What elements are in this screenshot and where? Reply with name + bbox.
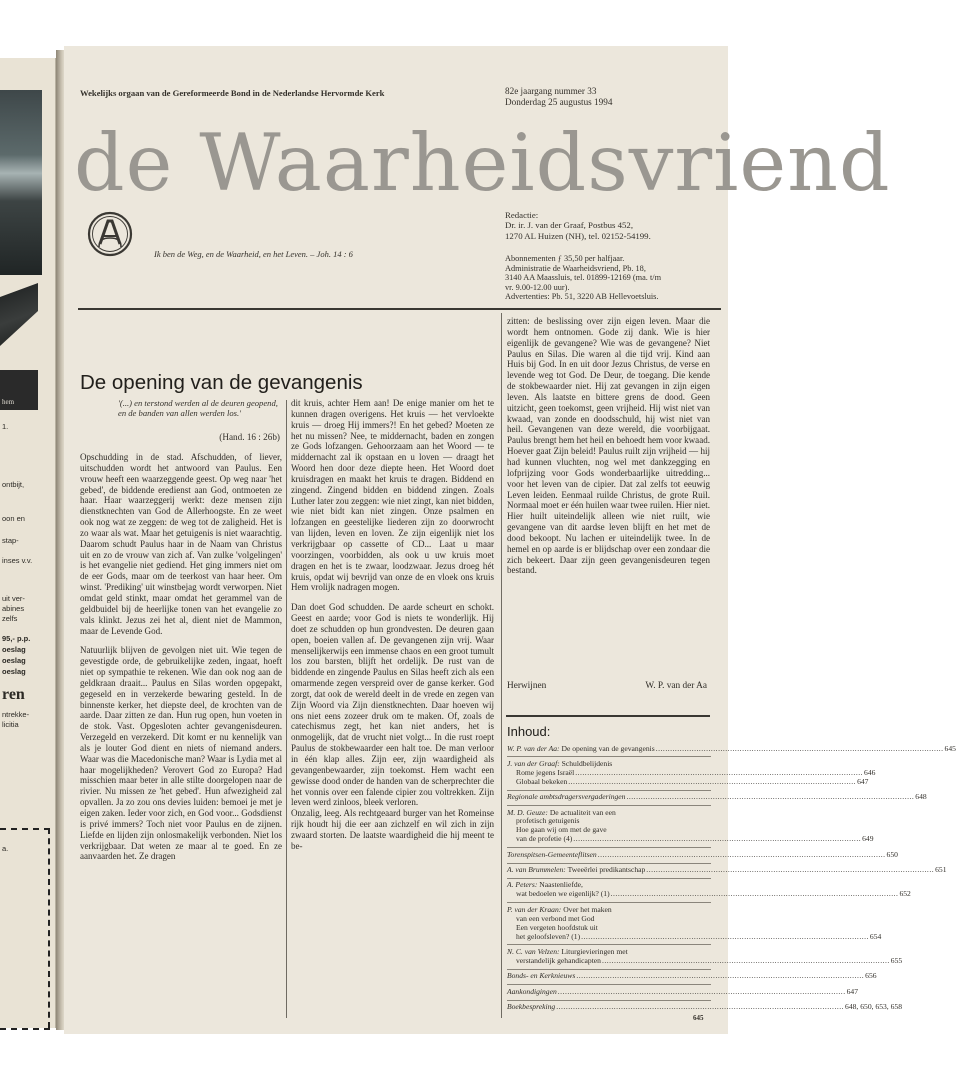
column-divider xyxy=(501,313,502,1018)
leader-dots xyxy=(573,835,861,844)
contents-item-title: Torenspitsen-Gemeenteflitsen xyxy=(507,849,597,859)
contents-entry xyxy=(507,864,947,879)
left-text-line: abines xyxy=(2,604,25,613)
leader-dots xyxy=(556,1003,844,1012)
contents-line xyxy=(507,986,858,997)
article-paragraph: zitten: de beslissing over zijn eigen leven. Maar die wordt hem ontnomen. Gode zij dank. Wie is hier eigenlijk de gevangene? Wie was de gevangene? Niet Paulus en Silas. Die waren al die tijd vrij. Kind aan Huis bij God. In en uit door Jezus Christus, de verse en levende weg tot God. De Deur, de toegang. Die kende de stokbewaarder niet. Hij zat gevangen in zijn eigen leven. Als laatste en bittere grens de dood. Geen uitzicht, geen toekomst, geen vrijheid. Hij wist niet van kwaad, van zonde en doodsschuld, hij wist niet van heil. Gevangenen van deze wereld, die voorbijgaat. Paulus brengt hem het heil en behoedt hem voor kwaad. xyxy=(507,316,710,446)
article-column-3 xyxy=(507,316,710,585)
contents-author: A. Peters: xyxy=(507,880,538,890)
contents-item-title: Regionale ambtsdragersvergaderingen xyxy=(507,792,626,802)
left-facing-page xyxy=(0,58,56,1028)
contents-entry xyxy=(507,791,927,806)
contents-item-title: profetisch getuigenis xyxy=(516,816,580,826)
contents-item-title: Bonds- en Kerknieuws xyxy=(507,971,576,981)
contents-entry xyxy=(507,848,898,863)
contents-item-title: Rome jegens Israël xyxy=(516,767,575,777)
left-text-line: oeslag xyxy=(2,656,26,665)
contents-page-number: 647 xyxy=(846,986,858,996)
contents-line xyxy=(507,834,874,844)
contents-entry xyxy=(507,1001,902,1015)
leader-dots xyxy=(576,972,864,981)
article-paragraph: Natuurlijk blijven de gevolgen niet uit. Wie tegen de gevestigde orde, de gebruikelijke zeden, ingaat, hoeft niet op sympathie te rekenen. Wie dan ook nog aan de geldkraan draait... Paulus en Silas worden opgepakt, gegeseld en in verzekerde bewaring gesteld. In de binnenste kerker, het diepste deel, de krochten van de aarde. Daar zitten ze dan. Hun rug open, hun voeten in de stok. Vast. Opgesloten achter gevangenisdeuren. Verzegeld en verzekerd. Dit komt er nu kennelijk van als je louter God dient en niets of niemand anders. Waar was die Macedonische man? Waar is Lydia met al haar mogelijkheden? Verovert God zo Europa? Had misschien maar beter in alle stilte doorgelopen naar de rivier. Nu missen ze 'het gebed'. Hun afwezigheid zal opvallen. Ja zo zou ons devies luiden: bemoei je met je eigen zaken. Ieder voor zich, en God voor... Godsdienst is privé immers? Toch niet voor Paulus en de zijnen. Liefde en lijden zijn onlosmakelijk verbonden. Niet los verkrijgbaar. Dat weten ze maar al te goed. En ze aanvaarden het. Ze dragen xyxy=(80,645,282,862)
left-text-line: zelfs xyxy=(2,614,18,623)
subscription-line: Administratie de Waarheidsvriend, Pb. 18, xyxy=(505,263,646,273)
contents-item-title: Over het maken xyxy=(563,904,612,914)
column-divider xyxy=(286,400,287,1018)
left-page-photo xyxy=(0,90,42,275)
contents-entry xyxy=(507,945,903,969)
article-headline: De opening van de gevangenis xyxy=(80,371,363,394)
contents-title: Inhoud: xyxy=(507,724,551,739)
contents-entry xyxy=(507,903,882,945)
contents-item-title: Boekbespreking xyxy=(507,1002,556,1012)
contents-entry xyxy=(507,806,874,848)
masthead-title: de Waarheidsvriend xyxy=(74,117,891,209)
contents-page-number: 650 xyxy=(886,849,898,859)
leader-dots xyxy=(581,933,869,942)
contents-author: P. van der Kraan: xyxy=(507,904,562,914)
left-text-line: stap- xyxy=(2,536,19,545)
contents-author: A. van Brummelen: xyxy=(507,865,566,875)
contents-line xyxy=(507,865,947,875)
table-of-contents xyxy=(507,742,956,1015)
leader-dots xyxy=(611,890,899,899)
leader-dots xyxy=(656,745,944,754)
contents-entry xyxy=(507,970,877,985)
contents-line xyxy=(507,743,956,754)
page-number: 645 xyxy=(693,1014,704,1022)
issue-number: 82e jaargang nummer 33 xyxy=(505,86,597,96)
leader-dots xyxy=(568,778,856,787)
leader-dots xyxy=(558,988,846,997)
subscription-line: vr. 9.00-12.00 uur). xyxy=(505,282,570,292)
contents-entry xyxy=(507,879,911,903)
contents-item-title: Aankondigingen xyxy=(507,986,557,996)
contents-page-number: 646 xyxy=(864,767,876,777)
contents-item-title: Liturgievieringen met xyxy=(561,946,628,956)
article-paragraph: Opschudding in de stad. Afschudden, of liever, uitschudden wordt het antwoord van Paulus. Een vrouw heeft een waarzeggende geest. Op weg naar 'het gebed', de biddende eredienst aan God, ontmoeten ze haar. Haar waarzeggerij werkt: deze mensen zijn dienstknechten van God de Allerhoogste. En ze weet ook nog wat ze zeggen: de weg tot de zaligheid. Het is zo waar als wat. Maar het getuigenis is niet waarachtig. Daarom schudt Paulus haar in de Naam van Christus uit en zo de vrouw van zich af. Van zulke 'volgelingen' is het evangelie niet gediend. Het ging immers niet om de eer Gods, maar om de teerkost van haar heer. Om winst. 'Prediking' uit winstbejag wordt verworpen. Niet omdat geld stinkt, maar omdat het gerammel van de geldbuidel bij de heerlijke tonen van het evangelie zo vals klinkt. Jezus zei het al, dient niet de Mammon, maar de Levende God. xyxy=(80,452,282,636)
contents-line xyxy=(507,931,882,942)
subscription-line: Advertenties: Pb. 51, 3220 AB Hellevoetsluis. xyxy=(505,292,659,302)
article-paragraph: Hoever gaat Zijn beleid! Paulus ruilt zijn vrijheid — hij had kunnen vluchten, nog wel met dankzegging en lofprijzing voor Gods wonderbaarlijke uitredding... voor het leven van de cipier. Dat zal zelfs tot eeuwig Leven leiden. Eenmaal ruilde Christus, de grote Ruil. Normaal moet er één huilen waar twee ruilen. Hier niet. Hier huilt uiteindelijk alleen wie niet ruilt, wie gevangene van dit aardse leven blijft en het met de dood bekoopt. Nu lachen er uiteindelijk twee. In de hemel en op aarde is er blijdschap over een zondaar die zich bekeert. Daar zijn geen gevangenisdeuren tegen bestand. xyxy=(507,446,710,576)
contents-line xyxy=(507,849,898,860)
redactie-line: Redactie: xyxy=(505,210,539,220)
article-paragraph: Onzalig, leeg. Als rechtgeaard burger van het Romeinse rijk houdt hij die eer aan zichzelf en wil zich in zijn zwaard storten. De laatste waardigheid die hij meent te be- xyxy=(291,808,494,851)
contents-item-title: verstandelijk gehandicapten xyxy=(516,955,601,965)
subscription-line: Abonnementen ƒ 35,50 per halfjaar. xyxy=(505,254,625,263)
contents-page-number: 648 xyxy=(915,792,927,802)
coupon-border-side xyxy=(48,828,50,1028)
article-column-2 xyxy=(291,398,494,861)
contents-page-number: 645 xyxy=(944,743,956,753)
contents-item-title: De actualiteit van een xyxy=(549,807,616,817)
contents-item-title: van een verbond met God xyxy=(516,913,595,923)
left-text-line: licitia xyxy=(2,720,19,729)
contents-author: W. P. van der Aa: xyxy=(507,743,560,753)
contents-author: M. D. Geuze: xyxy=(507,807,548,817)
leader-dots xyxy=(646,866,934,875)
subscription-line: 3140 AA Maassluis, tel. 01899-12169 (ma. t/m xyxy=(505,273,662,283)
contents-page-number: 651 xyxy=(935,865,947,875)
contents-entry xyxy=(507,757,876,790)
alpha-omega-logo-icon xyxy=(86,210,134,258)
left-page-photo-fragment xyxy=(0,283,38,353)
contents-item-title: Een vergeten hoofdstuk uit xyxy=(516,922,598,932)
article-column-1 xyxy=(80,452,282,871)
left-text-line: oeslag xyxy=(2,667,26,676)
left-text-line: oeslag xyxy=(2,645,26,654)
contents-item-title: Naastenliefde, xyxy=(539,880,583,890)
contents-line xyxy=(507,792,927,802)
contents-page-number: 655 xyxy=(890,955,903,965)
contents-item-title: Globaal bekeken xyxy=(516,776,568,786)
contents-line xyxy=(507,1002,902,1012)
signature-place: Herwijnen xyxy=(507,681,547,691)
contents-line xyxy=(507,776,869,787)
left-text-line: ontbijt, xyxy=(2,480,25,489)
contents-page-number: 647 xyxy=(857,776,869,786)
contents-item-title: Hoe gaan wij om met de gave xyxy=(516,825,607,835)
issue-info xyxy=(505,86,612,108)
contents-item-title: Tweeërlei predikantschap xyxy=(567,865,646,875)
issue-date: Donderdag 25 augustus 1994 xyxy=(505,97,613,107)
left-text-line: a. xyxy=(2,844,9,853)
left-text-line: 95,- p.p. xyxy=(2,634,31,643)
masthead-motto: Ik ben de Weg, en de Waarheid, en het Leven. – Joh. 14 : 6 xyxy=(154,249,353,259)
editorial-address xyxy=(505,210,651,241)
signature-author: W. P. van der Aa xyxy=(645,681,707,691)
contents-page-number: 649 xyxy=(862,834,874,844)
article-paragraph: Dan doet God schudden. De aarde scheurt en schokt. Geest en aarde; voor God is niets te wonderlijk. Hij doet ze schudden op hun grondvesten. De deuren gaan open, boeien vallen af. De gevangenen zijn vrij. Waar menselijkerwijs een immense chaos en een groot tumult los zou barsten, blijft het ordelijk. De rust van de biddende en zingende Paulus en Silas heeft zich als een omarmende zegen verspreid over de ganse kerker. God zorgt, dat ook de wereld deelt in de vrede en zegen van Zijn Woord via Zijn dienstknechten. Daar hoeven wij ons niet eens zozeer druk om te maken. Of, zoals de catechismus zegt, het kan niet anders, het is onmogelijk, dat de vrucht niet volgt... In die rust roept Paulus de stokbewaarder een halt toe. De man verloor in één klap alles. Zijn eer, zijn waardigheid als gevangenbewaarder, zijn toekomst. Hem wacht een gewisse dood onder de handen van de scherprechter die het vonnis over een falende cipier zou voltrekken. Zijn leven werd zinloos, bleek verloren. xyxy=(291,602,494,808)
contents-page-number: 652 xyxy=(899,889,911,899)
leader-dots xyxy=(598,851,886,860)
article-paragraph: dit kruis, achter Hem aan! De enige manier om het te kunnen dragen overigens. Het kruis — het vervloekte kruis — droeg Hij immers?! En het gebed? Moeten ze het nu missen? Nee, te middernacht, baden en zongen ze Gods lofzangen. Gehoorzaam aan het Woord — te middernacht zal ik opstaan en u loven — draagt het Woord hen door deze diepte heen. Het Woord doet kruisdragen en maakt het kruis te dragen. Biddend en zingend. Zingend bidden en biddend zingen. Zoals Luther later zou zeggen: wie niet zingt, kan niet bidden, wie niet bidt kan niet zingen. Onze psalmen en lofzangen en geestelijke liederen zijn zo doorwrocht van lijden, leven en loven. Ze zijn eigenlijk niet los verkrijgbaar op cassette of CD... Laat u maar voorzingen, voorbidden, als ook u uw kruis moet dragen en het is te zwaar, loodzwaar. Jezus droeg hét kruis, opdat wij bevrijd van onze de en vloek ons kruis Hem vrolijk nadragen mogen. xyxy=(291,398,494,593)
contents-item-title: van de profetie (4) xyxy=(516,834,573,844)
left-band-text: hem xyxy=(2,398,15,406)
redactie-line: 1270 AL Huizen (NH), tel. 02152-54199. xyxy=(505,230,651,241)
left-text-line: oon en xyxy=(2,514,25,523)
left-text-line: uit ver- xyxy=(2,594,25,603)
contents-item-title: De opening van de gevangenis xyxy=(561,743,655,753)
contents-page-number: 656 xyxy=(865,971,877,981)
contents-item-title: Schuldbelijdenis xyxy=(561,758,613,768)
contents-divider xyxy=(506,715,710,717)
contents-item-title: het geloofsleven? (1) xyxy=(516,931,581,941)
leader-dots xyxy=(602,957,890,966)
left-page-band xyxy=(0,370,38,410)
contents-author: J. van der Graaf: xyxy=(507,758,560,768)
contents-entry xyxy=(507,742,956,757)
contents-page-number: 654 xyxy=(869,931,882,941)
contents-page-number: 648, 650, 653, 658 xyxy=(845,1002,902,1012)
contents-line xyxy=(507,955,903,966)
scripture-quote: '(...) en terstond werden al de deuren geopend, en de banden van allen werden los.' xyxy=(118,398,278,418)
contents-author: N. C. van Velzen: xyxy=(507,946,560,956)
coupon-border-bottom xyxy=(0,1028,50,1030)
contents-entry xyxy=(507,985,858,1000)
header-divider xyxy=(78,308,721,310)
contents-item-title: wat bedoelen we eigenlijk? (1) xyxy=(516,889,610,899)
leader-dots xyxy=(626,793,914,802)
left-text-line: ntrekke- xyxy=(2,710,30,719)
subscription-info xyxy=(505,254,661,302)
redactie-line: Dr. ir. J. van der Graaf, Postbus 452, xyxy=(505,220,634,231)
publication-tagline: Wekelijks orgaan van de Gereformeerde Bond in de Nederlandse Hervormde Kerk xyxy=(80,88,385,98)
scripture-reference: (Hand. 16 : 26b) xyxy=(219,432,280,442)
contents-line xyxy=(507,971,877,981)
left-text-line: ren xyxy=(2,686,25,703)
left-text-line: 1. xyxy=(2,422,9,431)
left-text-line: inses v.v. xyxy=(2,556,33,565)
contents-line xyxy=(507,889,911,899)
coupon-border-top xyxy=(0,828,50,830)
